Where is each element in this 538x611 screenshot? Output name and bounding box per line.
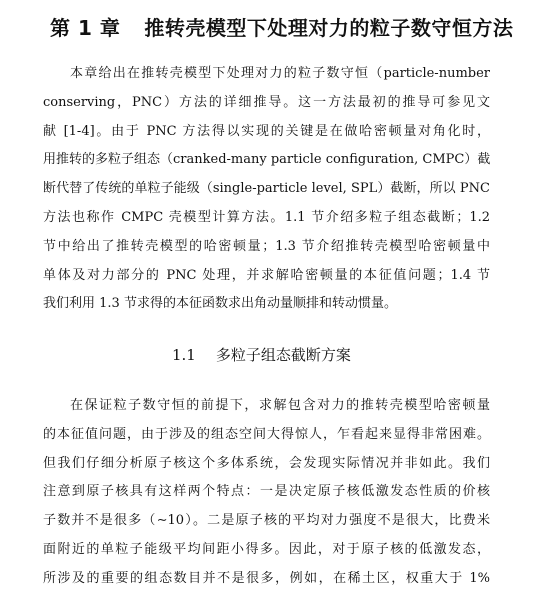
paragraph-line: 单体及对力部分的 PNC 处理，并求解哈密顿量的本征值问题；1.4 节 [43, 267, 490, 283]
chapter-title [50, 12, 513, 41]
paragraph-line: 断代替了传统的单粒子能级（single-particle level, SPL）截断，所以 PNC [43, 181, 490, 197]
section-heading [172, 344, 351, 365]
paragraph-line: 所涉及的重要的组态数目并不是很多，例如，在稀土区，权重大于 1% [43, 570, 490, 586]
paragraph-line: 的本征值问题，由于涉及的组态空间大得惊人，乍看起来显得非常困难。 [43, 426, 490, 442]
paragraph-line: 献 [1-4]。由于 PNC 方法得以实现的关键是在做哈密顿量对角化时， [43, 123, 490, 139]
paragraph-line: 本章给出在推转壳模型下处理对力的粒子数守恒（particle-number [70, 66, 490, 81]
paragraph-line: conserving，PNC）方法的详细推导。这一方法最初的推导可参见文 [43, 94, 490, 110]
section-title-text: 多粒子组态截断方案 [215, 346, 351, 364]
paragraph-line: 但我们仔细分析原子核这个多体系统，会发现实际情况并非如此。我们 [43, 455, 490, 471]
paragraph-line: 我们利用 1.3 节求得的本征函数求出角动量顺排和转动惯量。 [43, 296, 397, 312]
section-paragraph [43, 392, 490, 594]
paragraph-line: 子数并不是很多（∼10）。二是原子核的平均对力强度不是很大，比费米 [43, 513, 490, 529]
intro-paragraph [43, 60, 490, 319]
paragraph-line: 用推转的多粒子组态（cranked-many particle configuration, CMPC）截 [43, 152, 491, 168]
paragraph-line: 注意到原子核具有这样两个特点：一是决定原子核低激发态性质的价核 [43, 484, 490, 500]
paragraph-line: 面附近的单粒子能级平均间距小得多。因此，对于原子核的低激发态， [43, 541, 490, 557]
paragraph-line: 节中给出了推转壳模型的哈密顿量；1.3 节介绍推转壳模型哈密顿量中 [43, 238, 490, 254]
paragraph-line: 在保证粒子数守恒的前提下，求解包含对力的推转壳模型哈密顿量 [70, 398, 490, 413]
paragraph-line: 方法也称作 CMPC 壳模型计算方法。1.1 节介绍多粒子组态截断；1.2 [43, 209, 490, 225]
section-number: 1.1 [172, 346, 196, 364]
chapter-number: 第 1 章 [50, 16, 121, 40]
chapter-title-text: 推转壳模型下处理对力的粒子数守恒方法 [144, 16, 514, 40]
